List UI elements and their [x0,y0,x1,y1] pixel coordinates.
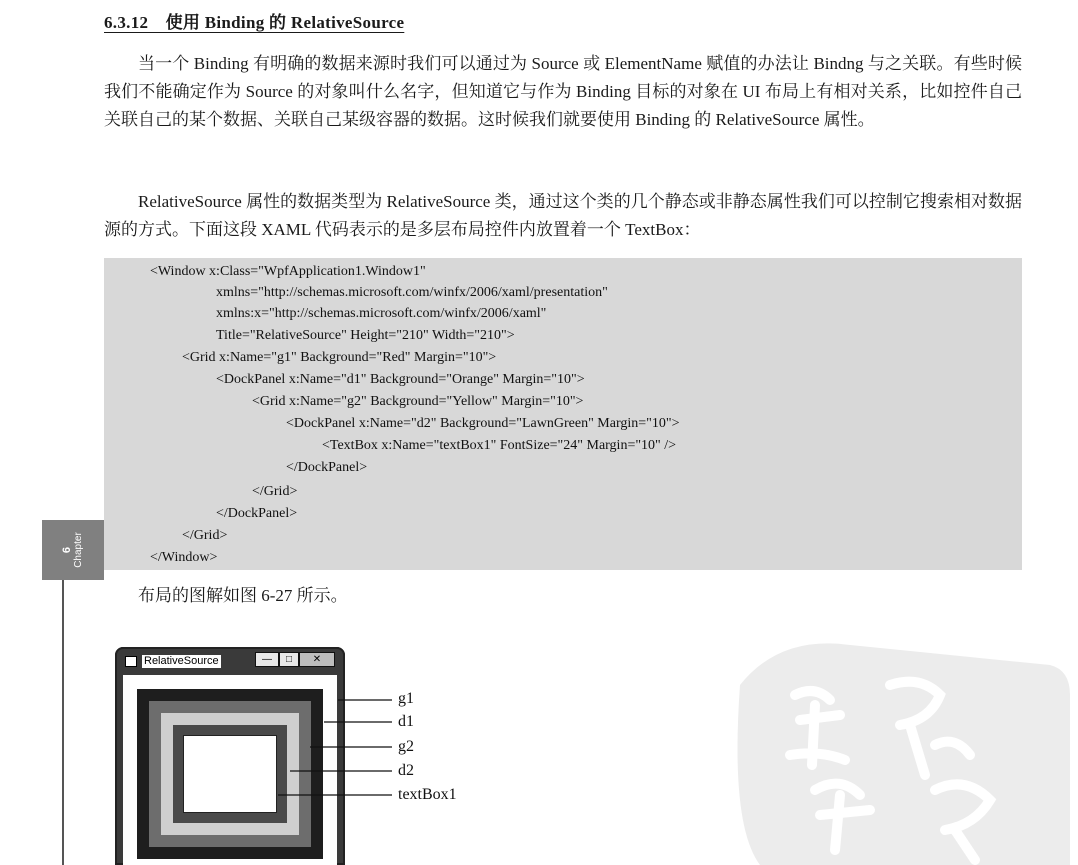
maximize-icon: □ [279,652,299,667]
label-textbox1: textBox1 [398,786,457,803]
code-line-12: </DockPanel> [216,506,298,521]
chapter-number: 6 [60,546,73,554]
code-line-4: Title="RelativeSource" Height="210" Width="210"> [216,328,515,343]
code-line-5: <Grid x:Name="g1" Background="Red" Margin="10"> [182,350,497,365]
paragraph-relativesource-type: RelativeSource 属性的数据类型为 RelativeSource 类，通过这个类的几个静态或非静态属性我们可以控制它搜索相对数据源的方式。下面这段 XAML 代码表示的是多层布局控件内放置着一个 TextBox： [104,192,1022,239]
code-line-3: xmlns:x="http://schemas.microsoft.com/winfx/2006/xaml" [216,306,547,321]
code-line-11: </Grid> [252,484,298,499]
section-heading: 6.3.12 使用 Binding 的 RelativeSource [104,13,405,32]
figure-caption: 布局的图解如图 6-27 所示。 [138,586,348,605]
code-line-10: </DockPanel> [286,460,368,475]
label-d2: d2 [398,762,414,779]
label-g1: g1 [398,690,414,707]
label-g2: g2 [398,738,414,755]
code-line-14: </Window> [150,550,218,565]
code-line-6: <DockPanel x:Name="d1" Background="Orange" Margin="10"> [216,372,585,387]
code-line-7: <Grid x:Name="g2" Background="Yellow" Margin="10"> [252,394,584,409]
code-line-13: </Grid> [182,528,228,543]
chapter-word: Chapter [72,532,84,568]
window-title: RelativeSource [144,655,219,667]
watermark-seal [720,625,1078,865]
code-line-8: <DockPanel x:Name="d2" Background="LawnGreen" Margin="10"> [286,416,680,431]
code-line-9: <TextBox x:Name="textBox1" FontSize="24" Margin="10" /> [322,438,677,453]
minimize-icon: — [255,652,279,667]
close-icon: ✕ [299,652,335,667]
code-line-2: xmlns="http://schemas.microsoft.com/winfx/2006/xaml/presentation" [216,285,608,300]
label-d1: d1 [398,713,414,730]
code-line-1: <Window x:Class="WpfApplication1.Window1" [150,264,426,279]
paragraph-intro: 当一个 Binding 有明确的数据来源时我们可以通过为 Source 或 ElementName 赋值的办法让 Bindng 与之关联。有些时候我们不能确定作为 Source 的对象叫什么名字，但知道它与作为 Binding 目标的对象在 UI 布局上有相对关系，比如控件自己关联自己的某个数据、关联自己某级容器的数据。这时候我们就要使用 Binding 的 RelativeSource 属性。 [104,54,1022,129]
